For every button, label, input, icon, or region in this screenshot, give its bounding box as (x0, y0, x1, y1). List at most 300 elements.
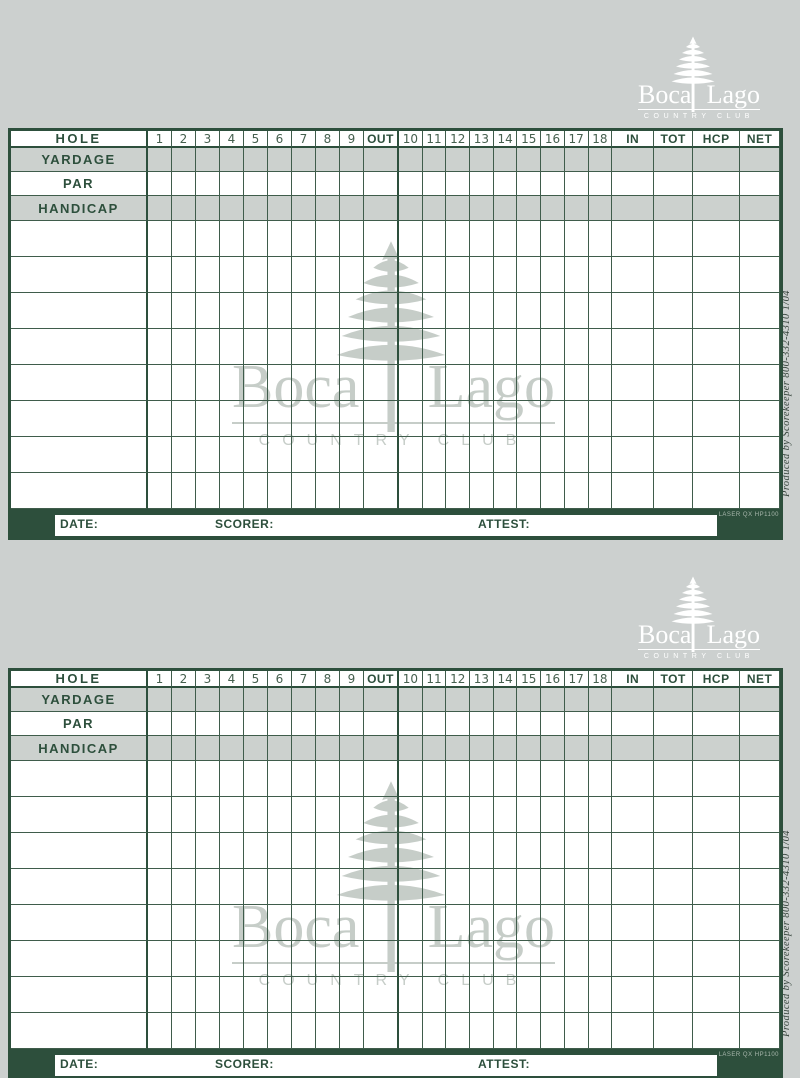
score-cell (292, 221, 316, 257)
score-cell (565, 437, 589, 473)
col-header-out: OUT (364, 671, 399, 688)
row-label-handicap: HANDICAP (11, 196, 148, 221)
logo-underline (638, 109, 760, 110)
score-cell (654, 293, 693, 329)
score-cell (654, 172, 693, 196)
player-name-cell (11, 257, 148, 293)
col-header-13: 13 (470, 131, 494, 148)
col-header-6: 6 (268, 671, 292, 688)
score-cell (589, 941, 613, 977)
score-cell (494, 257, 518, 293)
score-cell (316, 365, 340, 401)
score-cell (494, 941, 518, 977)
score-cell (268, 365, 292, 401)
score-cell (612, 148, 654, 172)
score-cell (316, 473, 340, 509)
score-cell (654, 797, 693, 833)
score-cell (316, 401, 340, 437)
score-cell (172, 797, 196, 833)
score-cell (292, 196, 316, 221)
score-cell (148, 905, 172, 941)
score-cell (292, 365, 316, 401)
score-cell (423, 437, 447, 473)
footer-bar (8, 512, 783, 540)
score-cell (494, 365, 518, 401)
col-header-net: NET (740, 671, 780, 688)
score-cell (654, 688, 693, 712)
score-cell (316, 148, 340, 172)
score-cell (172, 905, 196, 941)
score-cell (399, 1013, 423, 1049)
score-cell (541, 437, 565, 473)
score-cell (172, 941, 196, 977)
score-cell (470, 941, 494, 977)
score-cell (196, 221, 220, 257)
score-cell (612, 221, 654, 257)
score-cell (172, 761, 196, 797)
score-cell (423, 365, 447, 401)
score-cell (244, 941, 268, 977)
score-cell (244, 905, 268, 941)
score-cell (740, 977, 780, 1013)
score-cell (612, 797, 654, 833)
score-cell (340, 736, 364, 761)
score-cell (654, 401, 693, 437)
score-cell (589, 977, 613, 1013)
score-cell (565, 329, 589, 365)
score-cell (220, 688, 244, 712)
score-cell (423, 797, 447, 833)
score-cell (446, 365, 470, 401)
score-cell (244, 437, 268, 473)
score-cell (196, 977, 220, 1013)
score-cell (470, 172, 494, 196)
score-cell (148, 712, 172, 736)
score-cell (268, 761, 292, 797)
score-cell (693, 293, 740, 329)
watermark-subtitle: COUNTRY CLUB (258, 432, 529, 449)
player-name-cell (11, 977, 148, 1013)
score-cell (196, 905, 220, 941)
score-cell (612, 736, 654, 761)
score-cell (589, 329, 613, 365)
score-cell (399, 473, 423, 509)
score-cell (541, 977, 565, 1013)
player-name-cell (11, 797, 148, 833)
score-cell (316, 221, 340, 257)
score-cell (244, 401, 268, 437)
score-cell (423, 148, 447, 172)
score-cell (244, 797, 268, 833)
logo-title (638, 82, 760, 108)
score-cell (693, 1013, 740, 1049)
col-header-3: 3 (196, 671, 220, 688)
score-cell (517, 869, 541, 905)
score-cell (589, 196, 613, 221)
watermark-title-left: Boca (232, 893, 360, 961)
score-cell (148, 293, 172, 329)
score-cell (446, 257, 470, 293)
score-cell (316, 172, 340, 196)
score-cell (541, 797, 565, 833)
score-cell (470, 688, 494, 712)
score-cell (541, 712, 565, 736)
score-cell (399, 293, 423, 329)
score-cell (446, 221, 470, 257)
col-header-16: 16 (541, 131, 565, 148)
score-cell (589, 712, 613, 736)
score-cell (399, 437, 423, 473)
score-cell (517, 736, 541, 761)
score-cell (565, 196, 589, 221)
footer-inset (55, 1055, 717, 1076)
score-cell (517, 1013, 541, 1049)
col-header-15: 15 (517, 671, 541, 688)
score-cell (693, 196, 740, 221)
score-cell (292, 797, 316, 833)
row-label-par: PAR (11, 712, 148, 736)
score-cell (740, 365, 780, 401)
score-cell (172, 869, 196, 905)
score-cell (565, 257, 589, 293)
score-cell (693, 401, 740, 437)
score-cell (541, 221, 565, 257)
score-cell (220, 977, 244, 1013)
score-cell (423, 172, 447, 196)
score-cell (148, 736, 172, 761)
score-cell (340, 833, 364, 869)
score-cell (470, 437, 494, 473)
score-cell (244, 833, 268, 869)
score-cell (654, 761, 693, 797)
score-cell (589, 905, 613, 941)
score-cell (494, 712, 518, 736)
logo-title-left: Boca (638, 620, 692, 649)
score-cell (292, 148, 316, 172)
score-cell (654, 148, 693, 172)
score-cell (399, 797, 423, 833)
score-cell (565, 869, 589, 905)
score-cell (612, 712, 654, 736)
col-header-9: 9 (340, 671, 364, 688)
score-cell (494, 869, 518, 905)
score-cell (740, 257, 780, 293)
score-cell (172, 293, 196, 329)
col-header-tot: TOT (654, 131, 693, 148)
score-cell (541, 688, 565, 712)
score-cell (268, 196, 292, 221)
score-cell (541, 905, 565, 941)
score-cell (340, 905, 364, 941)
score-cell (693, 329, 740, 365)
score-cell (693, 688, 740, 712)
score-cell (612, 833, 654, 869)
score-cell (172, 473, 196, 509)
score-cell (517, 761, 541, 797)
score-cell (220, 437, 244, 473)
score-cell (196, 712, 220, 736)
score-cell (244, 221, 268, 257)
player-name-cell (11, 473, 148, 509)
col-header-12: 12 (446, 671, 470, 688)
score-cell (196, 941, 220, 977)
score-cell (316, 833, 340, 869)
score-cell (340, 365, 364, 401)
score-cell (470, 473, 494, 509)
score-cell (470, 148, 494, 172)
score-cell (470, 905, 494, 941)
col-header-7: 7 (292, 131, 316, 148)
hole-header-label: HOLE (11, 131, 148, 148)
score-cell (268, 257, 292, 293)
score-cell (565, 148, 589, 172)
attest-label: ATTEST: (478, 1057, 530, 1071)
score-cell (340, 148, 364, 172)
score-cell (399, 221, 423, 257)
score-cell (316, 1013, 340, 1049)
score-cell (565, 833, 589, 869)
score-cell (268, 905, 292, 941)
score-cell (399, 712, 423, 736)
col-header-1: 1 (148, 131, 172, 148)
watermark-title-right: Lago (427, 893, 555, 961)
row-label-yardage: YARDAGE (11, 688, 148, 712)
col-header-15: 15 (517, 131, 541, 148)
score-cell (565, 401, 589, 437)
score-cell (740, 761, 780, 797)
score-cell (244, 712, 268, 736)
score-cell (693, 941, 740, 977)
score-cell (316, 797, 340, 833)
score-cell (268, 977, 292, 1013)
score-cell (740, 688, 780, 712)
score-cell (494, 797, 518, 833)
score-cell (470, 401, 494, 437)
col-header-13: 13 (470, 671, 494, 688)
score-cell (364, 196, 399, 221)
score-cell (268, 712, 292, 736)
score-cell (292, 833, 316, 869)
score-cell (292, 473, 316, 509)
col-header-8: 8 (316, 131, 340, 148)
score-cell (494, 196, 518, 221)
score-cell (654, 736, 693, 761)
score-cell (446, 833, 470, 869)
score-cell (292, 293, 316, 329)
score-cell (196, 401, 220, 437)
score-cell (517, 905, 541, 941)
score-cell (316, 761, 340, 797)
score-cell (148, 1013, 172, 1049)
score-cell (494, 401, 518, 437)
score-cell (244, 869, 268, 905)
score-cell (268, 221, 292, 257)
score-cell (446, 797, 470, 833)
col-header-14: 14 (494, 131, 518, 148)
score-cell (470, 712, 494, 736)
score-cell (541, 293, 565, 329)
logo-subtitle: COUNTRY CLUB (643, 113, 755, 120)
score-cell (220, 148, 244, 172)
score-cell (340, 797, 364, 833)
score-cell (220, 221, 244, 257)
watermark-title-right: Lago (427, 353, 555, 421)
score-cell (589, 869, 613, 905)
score-cell (292, 869, 316, 905)
score-cell (172, 221, 196, 257)
score-cell (268, 401, 292, 437)
score-cell (316, 941, 340, 977)
score-cell (612, 941, 654, 977)
score-cell (423, 712, 447, 736)
score-cell (423, 196, 447, 221)
score-cell (316, 257, 340, 293)
score-cell (423, 1013, 447, 1049)
col-header-4: 4 (220, 671, 244, 688)
score-cell (364, 365, 399, 401)
score-cell (565, 905, 589, 941)
score-cell (364, 1013, 399, 1049)
score-cell (446, 473, 470, 509)
score-cell (693, 905, 740, 941)
score-cell (446, 196, 470, 221)
score-cell (244, 688, 268, 712)
col-header-11: 11 (423, 131, 447, 148)
score-cell (693, 257, 740, 293)
col-header-3: 3 (196, 131, 220, 148)
score-cell (316, 329, 340, 365)
club-logo (638, 576, 760, 664)
score-cell (565, 293, 589, 329)
score-cell (364, 221, 399, 257)
score-cell (268, 869, 292, 905)
logo-title-left: Boca (638, 80, 692, 109)
score-cell (172, 1013, 196, 1049)
score-cell (693, 437, 740, 473)
score-cell (740, 172, 780, 196)
score-cell (340, 221, 364, 257)
score-cell (172, 977, 196, 1013)
score-cell (517, 941, 541, 977)
score-cell (740, 196, 780, 221)
score-cell (589, 257, 613, 293)
score-cell (612, 257, 654, 293)
score-cell (517, 293, 541, 329)
score-cell (517, 401, 541, 437)
score-cell (292, 977, 316, 1013)
score-cell (517, 712, 541, 736)
score-cell (470, 977, 494, 1013)
score-cell (612, 869, 654, 905)
score-cell (446, 941, 470, 977)
score-cell (446, 905, 470, 941)
score-cell (148, 761, 172, 797)
col-header-net: NET (740, 131, 780, 148)
score-cell (292, 761, 316, 797)
logo-title-right: Lago (706, 620, 760, 649)
score-cell (740, 437, 780, 473)
score-cell (612, 329, 654, 365)
score-cell (693, 977, 740, 1013)
score-cell (693, 761, 740, 797)
score-cell (399, 941, 423, 977)
score-cell (541, 833, 565, 869)
score-cell (316, 196, 340, 221)
score-cell (268, 172, 292, 196)
producer-credit: Produced by Scorekeeper 800-332-4310 1/04 (781, 290, 792, 497)
date-label: DATE: (60, 517, 99, 531)
score-cell (196, 365, 220, 401)
score-cell (316, 437, 340, 473)
score-cell (148, 401, 172, 437)
score-cell (517, 437, 541, 473)
score-cell (541, 761, 565, 797)
score-cell (494, 977, 518, 1013)
score-cell (565, 221, 589, 257)
score-cell (316, 905, 340, 941)
score-cell (612, 365, 654, 401)
score-cell (423, 221, 447, 257)
score-cell (589, 797, 613, 833)
score-cell (340, 869, 364, 905)
player-name-cell (11, 869, 148, 905)
score-cell (399, 365, 423, 401)
scorer-label: SCORER: (215, 1057, 274, 1071)
score-cell (654, 977, 693, 1013)
score-cell (196, 196, 220, 221)
score-cell (423, 257, 447, 293)
score-cell (517, 329, 541, 365)
col-header-in: IN (612, 671, 654, 688)
col-header-6: 6 (268, 131, 292, 148)
score-cell (565, 688, 589, 712)
score-cell (364, 736, 399, 761)
col-header-7: 7 (292, 671, 316, 688)
score-cell (399, 688, 423, 712)
score-cell (364, 257, 399, 293)
col-header-10: 10 (399, 131, 423, 148)
score-cell (244, 473, 268, 509)
score-cell (541, 401, 565, 437)
score-cell (494, 833, 518, 869)
score-cell (654, 833, 693, 869)
logo-title (638, 622, 760, 648)
col-header-18: 18 (589, 671, 613, 688)
score-cell (316, 688, 340, 712)
score-cell (654, 329, 693, 365)
score-cell (494, 688, 518, 712)
score-cell (292, 1013, 316, 1049)
score-cell (148, 196, 172, 221)
score-cell (446, 148, 470, 172)
score-cell (654, 196, 693, 221)
score-cell (364, 401, 399, 437)
player-name-cell (11, 329, 148, 365)
score-cell (364, 437, 399, 473)
score-cell (693, 148, 740, 172)
score-cell (196, 148, 220, 172)
score-cell (399, 257, 423, 293)
col-header-hcp: HCP (693, 671, 740, 688)
score-cell (494, 473, 518, 509)
score-cell (268, 833, 292, 869)
score-cell (148, 437, 172, 473)
score-cell (740, 473, 780, 509)
score-cell (517, 172, 541, 196)
score-cell (196, 736, 220, 761)
score-cell (565, 941, 589, 977)
score-cell (494, 761, 518, 797)
